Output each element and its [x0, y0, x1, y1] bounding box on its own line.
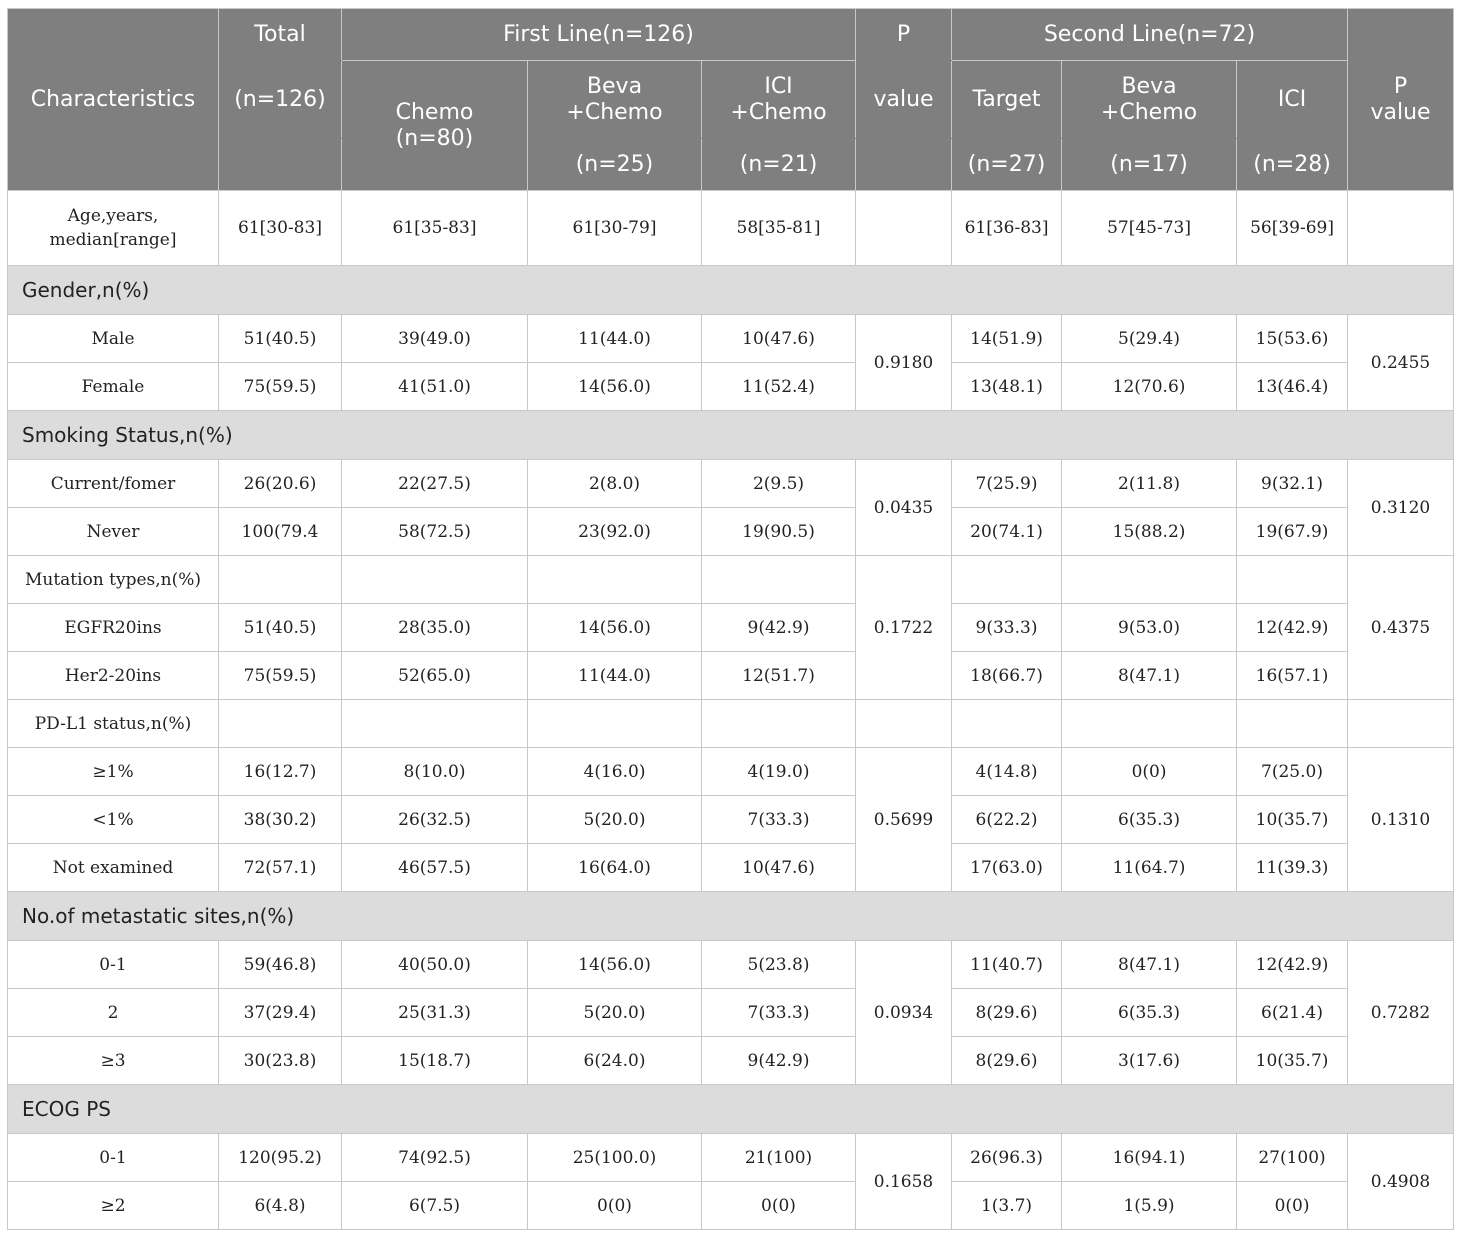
table-cell [528, 556, 702, 604]
header-ici-chemo-line2: +Chemo [730, 99, 827, 125]
header-second-line: Second Line(n=72) [952, 9, 1348, 61]
table-cell: 23(92.0) [528, 508, 702, 556]
header-chemo-label: Chemo [395, 99, 474, 125]
section-row-smoking [8, 411, 1454, 460]
table-cell: 26(96.3) [952, 1134, 1062, 1182]
table-cell: 1(5.9) [1062, 1182, 1237, 1230]
table-cell: 7(25.0) [1237, 748, 1348, 796]
table-cell: 59(46.8) [219, 941, 342, 989]
table-cell: 74(92.5) [342, 1134, 528, 1182]
table-cell: 2(8.0) [528, 460, 702, 508]
table-row [8, 315, 1454, 363]
table-cell [219, 700, 342, 748]
table-cell: 46(57.5) [342, 844, 528, 892]
table-cell [342, 556, 528, 604]
table-cell: 6(7.5) [342, 1182, 528, 1230]
p-value-cell: 0.1722 [856, 556, 952, 700]
p-value-cell: 0.5699 [856, 748, 952, 892]
table-cell: 120(95.2) [219, 1134, 342, 1182]
header-total-blank [219, 139, 342, 191]
table-cell: 6(22.2) [952, 796, 1062, 844]
table-row [8, 363, 1454, 411]
row-label: Current/fomer [8, 460, 219, 508]
header-p2-line1: P [1393, 73, 1408, 99]
table-cell [952, 556, 1062, 604]
table-row [8, 508, 1454, 556]
table-row [8, 989, 1454, 1037]
table-cell: 4(19.0) [702, 748, 856, 796]
header-p2-line2: value [1370, 99, 1431, 125]
table-cell: 51(40.5) [219, 604, 342, 652]
header-p-value-2 [1348, 9, 1454, 191]
table-cell: 16(94.1) [1062, 1134, 1237, 1182]
table-row [8, 652, 1454, 700]
table-cell: 11(44.0) [528, 315, 702, 363]
table-cell: 2(11.8) [1062, 460, 1237, 508]
characteristics-table [7, 8, 1454, 1230]
header-beva-line1: Beva [586, 73, 643, 99]
table-cell: 8(10.0) [342, 748, 528, 796]
table-cell [702, 700, 856, 748]
table-body [8, 191, 1454, 1230]
table-row [8, 1037, 1454, 1085]
table-cell: 16(12.7) [219, 748, 342, 796]
table-cell: 8(29.6) [952, 1037, 1062, 1085]
table-cell: 5(20.0) [528, 796, 702, 844]
header-chemo [342, 61, 528, 191]
table-cell: 8(47.1) [1062, 652, 1237, 700]
table-cell: 61[30-79] [528, 191, 702, 266]
table-row [8, 844, 1454, 892]
row-label: PD-L1 status,n(%) [8, 700, 219, 748]
section-title-metastatic: No.of metastatic sites,n(%) [8, 892, 1454, 941]
table-cell [856, 700, 952, 748]
p-value-cell: 0.1310 [1348, 748, 1454, 892]
header-beva-line2: +Chemo [566, 99, 663, 125]
table-cell: 9(53.0) [1062, 604, 1237, 652]
header-p-top: P [856, 9, 952, 61]
table-cell: 7(25.9) [952, 460, 1062, 508]
row-label: Never [8, 508, 219, 556]
p-value-cell: 0.3120 [1348, 460, 1454, 556]
table-cell [219, 556, 342, 604]
row-label: Not examined [8, 844, 219, 892]
table-cell: 0(0) [702, 1182, 856, 1230]
table-cell: 8(47.1) [1062, 941, 1237, 989]
table-cell: 75(59.5) [219, 652, 342, 700]
header-target-n: (n=27) [952, 139, 1062, 191]
table-cell: 1(3.7) [952, 1182, 1062, 1230]
table-cell [1237, 700, 1348, 748]
header-ici: ICI [1237, 61, 1348, 139]
table-cell [702, 556, 856, 604]
table-cell: 52(65.0) [342, 652, 528, 700]
table-cell: 5(23.8) [702, 941, 856, 989]
table-cell: 6(21.4) [1237, 989, 1348, 1037]
header-sl-beva-line2: +Chemo [1100, 99, 1198, 125]
header-p-blank [856, 139, 952, 191]
table-row [8, 1182, 1454, 1230]
table-cell: 13(46.4) [1237, 363, 1348, 411]
table-cell: 21(100) [702, 1134, 856, 1182]
section-row-metastatic [8, 892, 1454, 941]
table-cell: 12(51.7) [702, 652, 856, 700]
header-ici-chemo-n: (n=21) [702, 139, 856, 191]
table-cell: 10(47.6) [702, 844, 856, 892]
p-value-cell: 0.0934 [856, 941, 952, 1085]
table-cell: 9(42.9) [702, 604, 856, 652]
row-label: Male [8, 315, 219, 363]
table-cell: 10(35.7) [1237, 796, 1348, 844]
table-cell: 17(63.0) [952, 844, 1062, 892]
table-cell: 30(23.8) [219, 1037, 342, 1085]
table-cell: 75(59.5) [219, 363, 342, 411]
table-cell: 51(40.5) [219, 315, 342, 363]
table-cell: 100(79.4 [219, 508, 342, 556]
table-cell: 5(20.0) [528, 989, 702, 1037]
table-cell: 10(35.7) [1237, 1037, 1348, 1085]
table-cell: 0(0) [1237, 1182, 1348, 1230]
table-row [8, 796, 1454, 844]
table-cell: 28(35.0) [342, 604, 528, 652]
table-cell: 6(35.3) [1062, 796, 1237, 844]
table-cell: 26(20.6) [219, 460, 342, 508]
p-value-cell: 0.0435 [856, 460, 952, 556]
table-cell: 27(100) [1237, 1134, 1348, 1182]
table-cell: 40(50.0) [342, 941, 528, 989]
row-label: Female [8, 363, 219, 411]
table-cell: 14(56.0) [528, 363, 702, 411]
row-label: EGFR20ins [8, 604, 219, 652]
table-cell: 2(9.5) [702, 460, 856, 508]
table-cell: 4(16.0) [528, 748, 702, 796]
table-cell: 19(67.9) [1237, 508, 1348, 556]
table-cell: 9(32.1) [1237, 460, 1348, 508]
table-cell: 6(24.0) [528, 1037, 702, 1085]
row-label: Her2-20ins [8, 652, 219, 700]
row-label: Mutation types,n(%) [8, 556, 219, 604]
header-sl-beva-chemo [1062, 61, 1237, 139]
p-value-cell: 0.2455 [1348, 315, 1454, 411]
table-cell: 4(14.8) [952, 748, 1062, 796]
table-cell: 0(0) [1062, 748, 1237, 796]
header-beva-chemo [528, 61, 702, 139]
table-cell: 15(53.6) [1237, 315, 1348, 363]
table-cell: 56[39-69] [1237, 191, 1348, 266]
table-cell: 15(88.2) [1062, 508, 1237, 556]
table-cell: 9(33.3) [952, 604, 1062, 652]
header-p-value: value [856, 61, 952, 139]
table-cell [1348, 700, 1454, 748]
row-label: 0-1 [8, 1134, 219, 1182]
row-label-age [8, 191, 219, 266]
table-row [8, 941, 1454, 989]
table-cell [952, 700, 1062, 748]
table-cell [1237, 556, 1348, 604]
table-cell: 41(51.0) [342, 363, 528, 411]
row-label: 0-1 [8, 941, 219, 989]
table-cell [528, 700, 702, 748]
row-label: ≥3 [8, 1037, 219, 1085]
table-row [8, 1134, 1454, 1182]
row-label: ≥1% [8, 748, 219, 796]
p-value-cell: 0.4908 [1348, 1134, 1454, 1230]
header-chemo-n: (n=80) [395, 125, 474, 151]
table-cell: 14(56.0) [528, 941, 702, 989]
table-cell: 12(42.9) [1237, 941, 1348, 989]
table-cell: 8(29.6) [952, 989, 1062, 1037]
table-cell: 14(56.0) [528, 604, 702, 652]
table-cell: 10(47.6) [702, 315, 856, 363]
header-total-n: (n=126) [219, 61, 342, 139]
table-cell: 57[45-73] [1062, 191, 1237, 266]
table-cell [1062, 556, 1237, 604]
table-cell: 16(64.0) [528, 844, 702, 892]
header-first-line: First Line(n=126) [342, 9, 856, 61]
section-row-ecog [8, 1085, 1454, 1134]
table-cell: 6(35.3) [1062, 989, 1237, 1037]
age-label-line2: median[range] [49, 230, 177, 250]
table-cell: 20(74.1) [952, 508, 1062, 556]
table-cell: 58(72.5) [342, 508, 528, 556]
table-cell: 9(42.9) [702, 1037, 856, 1085]
section-title-smoking: Smoking Status,n(%) [8, 411, 1454, 460]
table-cell: 11(40.7) [952, 941, 1062, 989]
table-cell: 61[30-83] [219, 191, 342, 266]
table-cell: 7(33.3) [702, 989, 856, 1037]
table-cell: 39(49.0) [342, 315, 528, 363]
table-cell: 11(44.0) [528, 652, 702, 700]
table-row-pdl1-heading [8, 700, 1454, 748]
table-cell [856, 191, 952, 266]
p-value-cell: 0.7282 [1348, 941, 1454, 1085]
table-cell: 25(31.3) [342, 989, 528, 1037]
section-title-gender: Gender,n(%) [8, 266, 1454, 315]
table-cell: 72(57.1) [219, 844, 342, 892]
table-cell [342, 700, 528, 748]
table-row-mutation-heading [8, 556, 1454, 604]
p-value-cell: 0.4375 [1348, 556, 1454, 700]
table-cell: 16(57.1) [1237, 652, 1348, 700]
table-cell: 22(27.5) [342, 460, 528, 508]
header-ici-chemo-line1: ICI [764, 73, 793, 99]
table-cell: 11(64.7) [1062, 844, 1237, 892]
header-characteristics: Characteristics [8, 9, 219, 191]
header-sl-beva-line1: Beva [1121, 73, 1177, 99]
header-ici-n: (n=28) [1237, 139, 1348, 191]
table-cell: 12(70.6) [1062, 363, 1237, 411]
section-row-gender [8, 266, 1454, 315]
table-cell: 19(90.5) [702, 508, 856, 556]
table-row [8, 604, 1454, 652]
header-target: Target [952, 61, 1062, 139]
table-row [8, 748, 1454, 796]
table-cell: 12(42.9) [1237, 604, 1348, 652]
age-label-line1: Age,years, [67, 206, 159, 226]
table-cell: 11(39.3) [1237, 844, 1348, 892]
row-label: 2 [8, 989, 219, 1037]
table-cell: 58[35-81] [702, 191, 856, 266]
table-cell: 14(51.9) [952, 315, 1062, 363]
header-total: Total [219, 9, 342, 61]
table-cell: 3(17.6) [1062, 1037, 1237, 1085]
p-value-cell: 0.1658 [856, 1134, 952, 1230]
table-row [8, 460, 1454, 508]
table-cell: 61[35-83] [342, 191, 528, 266]
row-label: ≥2 [8, 1182, 219, 1230]
p-value-cell: 0.9180 [856, 315, 952, 411]
table-cell: 7(33.3) [702, 796, 856, 844]
table-cell: 5(29.4) [1062, 315, 1237, 363]
table-row-age [8, 191, 1454, 266]
table-cell: 0(0) [528, 1182, 702, 1230]
table-cell: 26(32.5) [342, 796, 528, 844]
table-cell: 15(18.7) [342, 1037, 528, 1085]
table-cell: 6(4.8) [219, 1182, 342, 1230]
table-cell [1348, 191, 1454, 266]
header-sl-beva-n: (n=17) [1062, 139, 1237, 191]
header-beva-n: (n=25) [528, 139, 702, 191]
row-label: <1% [8, 796, 219, 844]
table-cell: 18(66.7) [952, 652, 1062, 700]
table-cell: 37(29.4) [219, 989, 342, 1037]
table-cell: 11(52.4) [702, 363, 856, 411]
table-cell: 38(30.2) [219, 796, 342, 844]
section-title-ecog: ECOG PS [8, 1085, 1454, 1134]
table-header [8, 9, 1454, 191]
header-ici-chemo [702, 61, 856, 139]
table-cell [1062, 700, 1237, 748]
table-cell: 13(48.1) [952, 363, 1062, 411]
table-cell: 25(100.0) [528, 1134, 702, 1182]
table-cell: 61[36-83] [952, 191, 1062, 266]
